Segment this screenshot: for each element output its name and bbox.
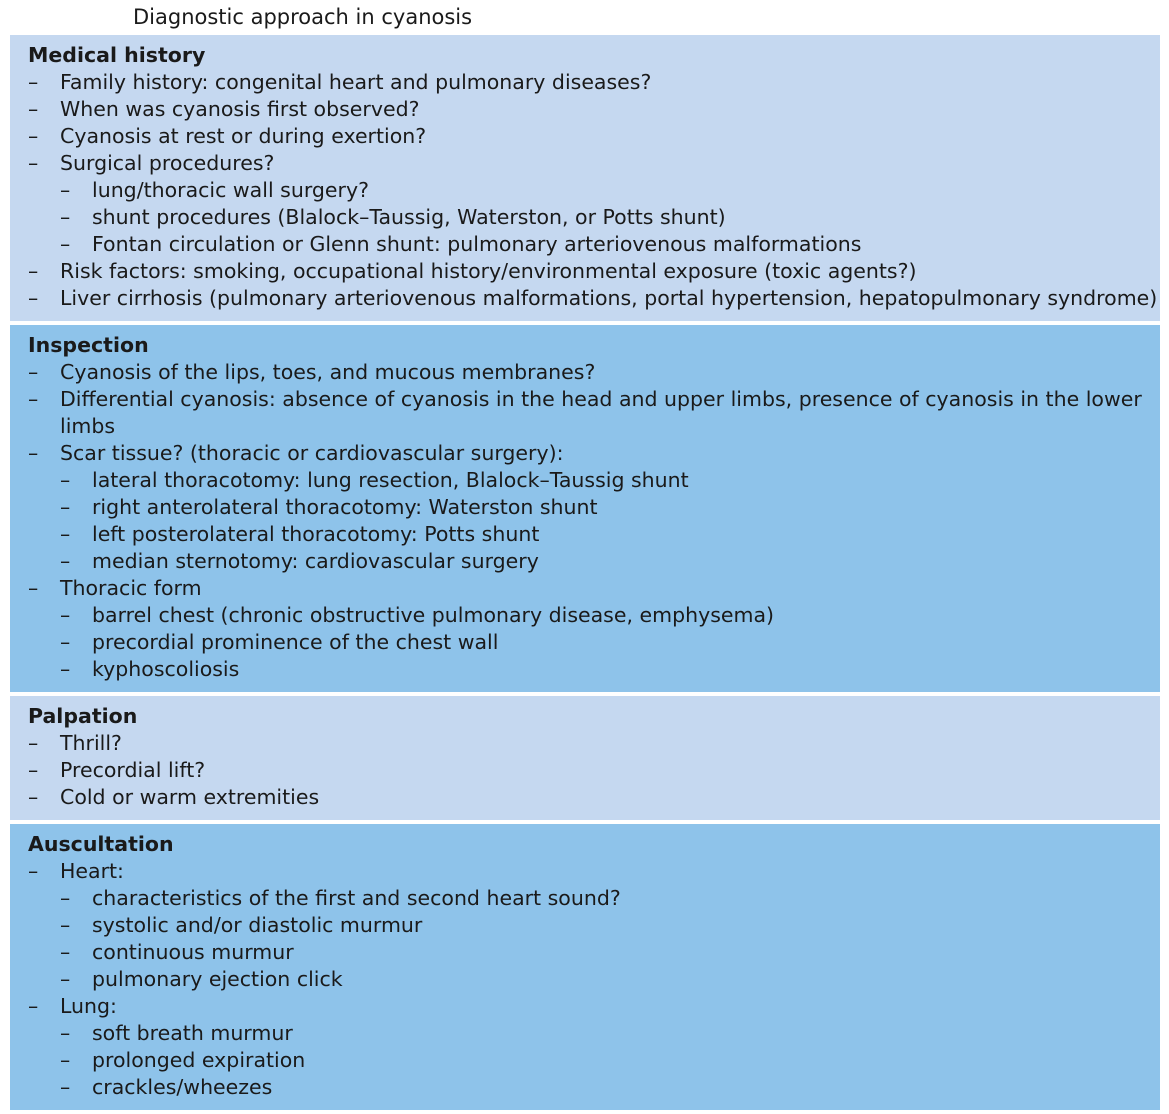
list-item: – Lung: [28,993,1152,1020]
sub-list-item: – kyphoscoliosis [28,656,1152,683]
list-item: – Heart: [28,858,1152,885]
table-caption: Diagnostic approach in cyanosis [133,5,473,29]
section-title: Medical history [28,43,206,67]
sub-list-item: – shunt procedures (Blalock–Taussig, Waterston, or Potts shunt) [28,204,1152,231]
list-item: – Precordial lift? [28,757,1152,784]
section-palpation [10,696,1160,824]
sub-list-item: – left posterolateral thoracotomy: Potts shunt [28,521,1152,548]
section-auscultation [10,824,1160,1114]
sub-list-item: – characteristics of the first and second heart sound? [28,885,1152,912]
sub-list-item: – prolonged expiration [28,1047,1152,1074]
sub-list-item: – systolic and/or diastolic murmur [28,912,1152,939]
list-item: – Differential cyanosis: absence of cyanosis in the head and upper limbs, presence of cyanosis in the lower limbs [28,386,1152,440]
section-title: Palpation [28,704,138,728]
sub-list-item: – precordial prominence of the chest wall [28,629,1152,656]
sub-list-item: – continuous murmur [28,939,1152,966]
sub-list-item: – Fontan circulation or Glenn shunt: pulmonary arteriovenous malformations [28,231,1152,258]
section-inspection [10,325,1160,696]
list-item: – Cold or warm extremities [28,784,1152,811]
list-item: – When was cyanosis first observed? [28,96,1152,123]
list-item: – Cyanosis at rest or during exertion? [28,123,1152,150]
list-item: – Thoracic form [28,575,1152,602]
sub-list-item: – crackles/wheezes [28,1074,1152,1101]
sub-list-item: – median sternotomy: cardiovascular surgery [28,548,1152,575]
list-item: – Thrill? [28,730,1152,757]
list-item: – Cyanosis of the lips, toes, and mucous membranes? [28,359,1152,386]
list-item: – Liver cirrhosis (pulmonary arteriovenous malformations, portal hypertension, hepatopulmonary syndrome) [28,285,1152,312]
sub-list-item: – right anterolateral thoracotomy: Waterston shunt [28,494,1152,521]
sub-list-item: – lateral thoracotomy: lung resection, Blalock–Taussig shunt [28,467,1152,494]
list-item: – Surgical procedures? [28,150,1152,177]
section-title: Auscultation [28,832,174,856]
section-title: Inspection [28,333,149,357]
section-medical-history [10,35,1160,325]
sub-list-item: – barrel chest (chronic obstructive pulmonary disease, emphysema) [28,602,1152,629]
list-item: – Scar tissue? (thoracic or cardiovascular surgery): [28,440,1152,467]
diagnostic-table [10,35,1160,1114]
list-item: – Family history: congenital heart and pulmonary diseases? [28,69,1152,96]
sub-list-item: – soft breath murmur [28,1020,1152,1047]
sub-list-item: – pulmonary ejection click [28,966,1152,993]
list-item: – Risk factors: smoking, occupational history/environmental exposure (toxic agents?) [28,258,1152,285]
sub-list-item: – lung/thoracic wall surgery? [28,177,1152,204]
